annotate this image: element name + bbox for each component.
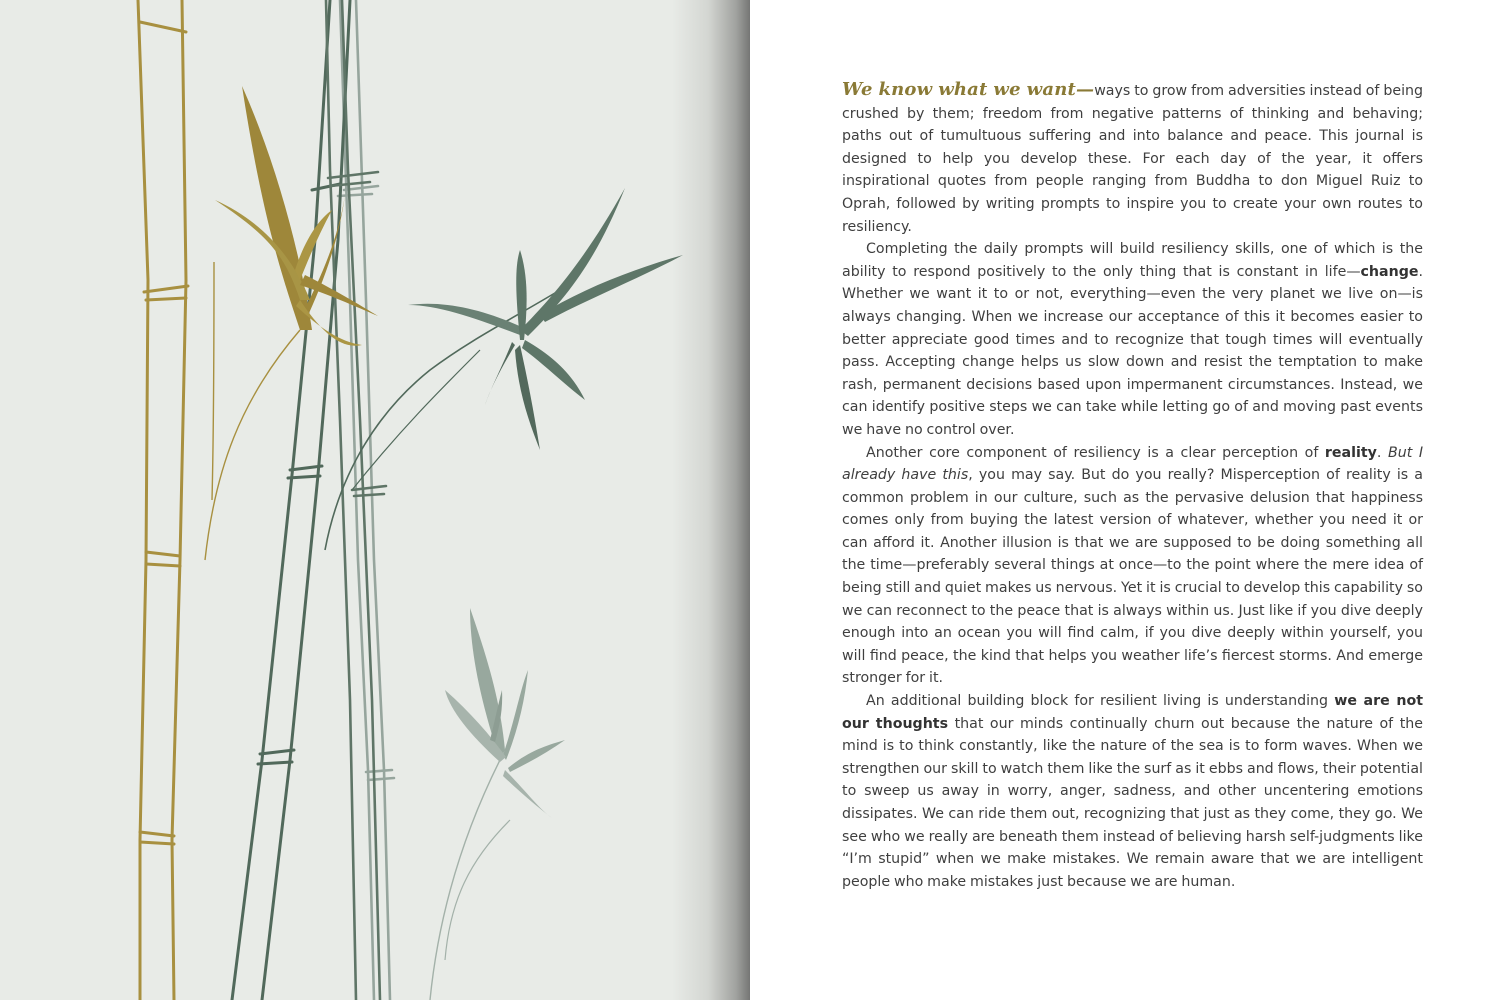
paragraph-1 — [842, 79, 1423, 238]
keyword-reality: reality — [1324, 444, 1377, 461]
paragraph-3 — [842, 442, 1423, 691]
body-text — [842, 79, 1423, 893]
paragraph-3-text-b: . — [1376, 444, 1388, 461]
keyword-change: change — [1360, 263, 1419, 280]
paragraph-2-text-a: Completing the daily prompts will build resiliency skills, one of which is the ability to respond positively to the only thing that is constant in life— — [842, 241, 1423, 280]
gold-bamboo-stalk — [138, 0, 188, 1000]
paragraph-4-text-b: that our minds continually churn out because the nature of the mind is to think constantly, like the nature of the sea is to form waves. When we strengthen our skill to watch them like the surf as it ebbs and flows, their potential to sweep us away in worry, anger, sadness, and other uncentering emotions dissipates. We can ride them out, recognizing that just as they come, they go. We see who we really are beneath them instead of believing harsh self-judgments like “I’m stupid” when we make mistakes. We remain aware that we are intelligent people who make mistakes just because we are human. — [842, 715, 1423, 890]
paragraph-2 — [842, 238, 1423, 441]
paragraph-4-text-a: An additional building block for resilient living is understanding — [866, 693, 1335, 710]
dark-bamboo-stalk — [232, 0, 350, 1000]
book-gutter-shadow — [672, 0, 750, 1000]
pale-bamboo-leaves — [430, 608, 565, 1000]
paragraph-3-text-a: Another core component of resiliency is a clear perception of — [866, 444, 1325, 461]
paragraph-2-text-b: . Whether we want it to or not, everything—even the very planet we live on—is always changing. When we increase our acceptance of this it becomes easier to better appreciate good times and to recognize that tough times will eventually pass. Accepting change helps us slow down and resist the temptation to make rash, permanent decisions based upon impermanent circumstances. Instead, we can identify positive steps we can take while letting go of and moving past events we have no control over. — [842, 263, 1423, 438]
right-page — [750, 0, 1500, 1000]
lead-in-phrase: We know what we want— — [842, 79, 1095, 100]
paragraph-1-body: ways to grow from adversities instead of being crushed by them; freedom from negative patterns of thinking and behaving; paths out of tumultuous suffering and into balance and peace. This journal is designed to help you develop these. For each day of the year, it offers inspirational quotes from people ranging from Buddha to don Miguel Ruiz to Oprah, followed by writing prompts to inspire you to create your own routes to resiliency. — [842, 83, 1424, 235]
paragraph-3-text-c: , you may say. But do you really? Misperception of reality is a common problem in our culture, such as the pervasive delusion that happiness comes only from buying the latest version of whatever, whether you need it or can afford it. Another illusion is that we are supposed to be doing something all the time—preferably several things at once—to the point where the mere idea of being still and quiet makes us nervous. Yet it is crucial to develop this capability so we can reconnect to the peace that is always within us. Just like if you dive deeply enough into an ocean you will find calm, if you dive deeply within yourself, you will find peace, the kind that helps you weather life’s fiercest storms. And emerge stronger for it. — [842, 467, 1424, 687]
dark-bamboo-leaves — [325, 188, 683, 550]
paragraph-4 — [842, 690, 1423, 893]
keyword-not-our-thoughts: we are not our thoughts — [842, 693, 1423, 732]
italic-phrase: But I already have this — [842, 444, 1424, 484]
